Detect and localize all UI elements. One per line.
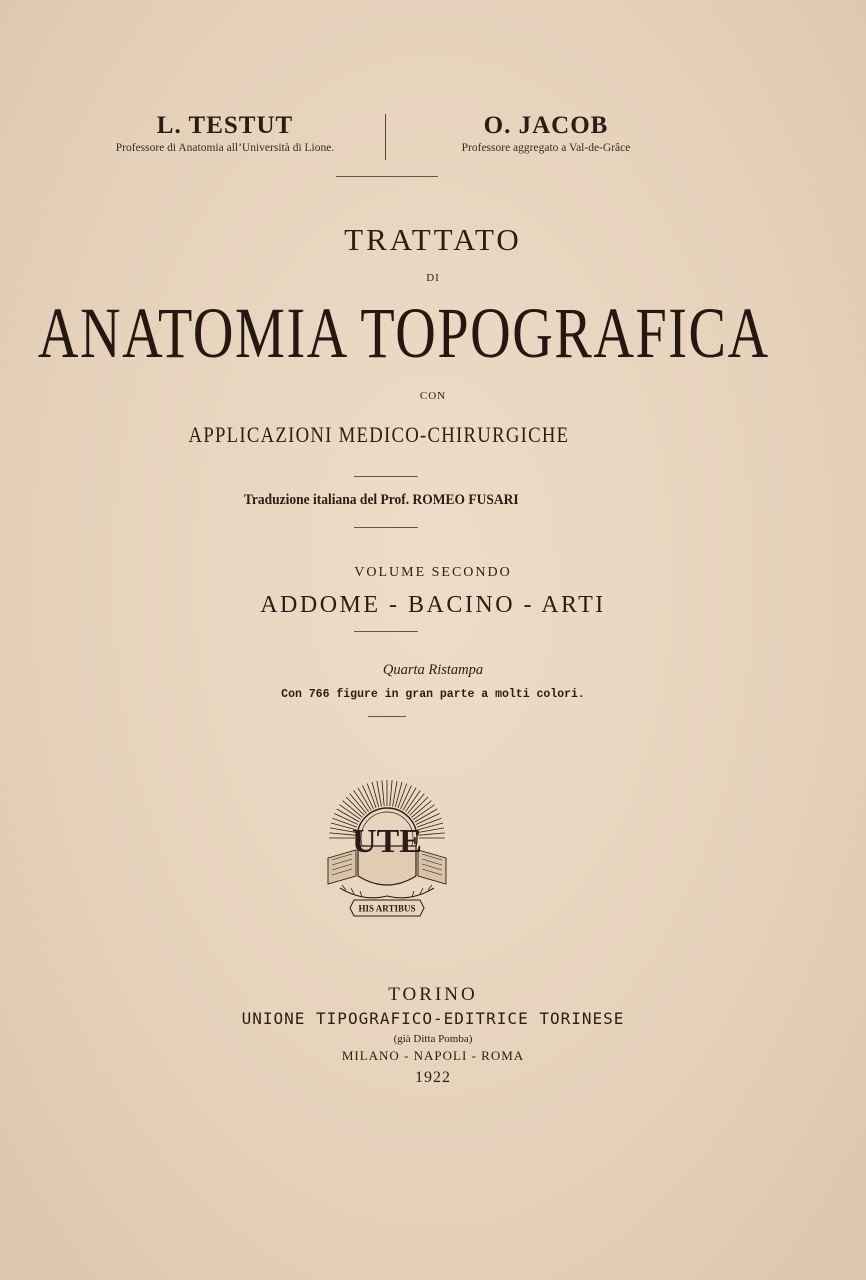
title-con: CON: [419, 390, 447, 402]
divider-rule: [354, 631, 418, 632]
emblem-ray: [382, 780, 384, 806]
volume-topics: ADDOME - BACINO - ARTI: [260, 592, 606, 618]
title-di: DI: [426, 272, 440, 284]
imprint-publisher: UNIONE TIPOGRAFICO-EDITRICE TORINESE: [241, 1009, 625, 1028]
page-title: ANATOMIA TOPOGRAFICA: [37, 293, 770, 373]
imprint-year: 1922: [415, 1069, 451, 1086]
emblem-monogram: UTE: [352, 823, 422, 860]
author-name: L. TESTUT: [156, 112, 294, 139]
imprint-former-name: (già Ditta Pomba): [393, 1033, 473, 1045]
emblem-ray: [419, 833, 445, 835]
imprint-cities: MILANO - NAPOLI - ROMA: [341, 1048, 525, 1063]
author-testut: [80, 112, 370, 154]
emblem-motto: HIS ARTIBUS: [358, 903, 416, 914]
author-affiliation: Professore di Anatomia all’Università di Lione.: [115, 142, 335, 154]
author-jacob: [428, 112, 664, 154]
volume-label: VOLUME SECONDO: [354, 565, 512, 580]
author-affiliation: Professore aggregato a Val-de-Grâce: [461, 142, 631, 154]
divider-rule: [368, 716, 406, 717]
edition-figures: Con 766 figure in gran parte a molti colori.: [281, 688, 585, 701]
edition-printing: Quarta Ristampa: [382, 662, 484, 678]
author-divider: [385, 114, 386, 160]
emblem-ray: [390, 780, 392, 806]
imprint-city: TORINO: [388, 984, 478, 1005]
title-pre: TRATTATO: [344, 222, 522, 257]
divider-rule: [354, 527, 418, 528]
divider-rule: [354, 476, 418, 477]
divider-rule: [336, 176, 438, 177]
author-name: O. JACOB: [483, 112, 609, 139]
subtitle: APPLICAZIONI MEDICO-CHIRURGICHE: [188, 422, 570, 447]
translation-credit: Traduzione italiana del Prof. ROMEO FUSARI: [243, 492, 519, 508]
publisher-emblem-icon: [318, 776, 456, 918]
